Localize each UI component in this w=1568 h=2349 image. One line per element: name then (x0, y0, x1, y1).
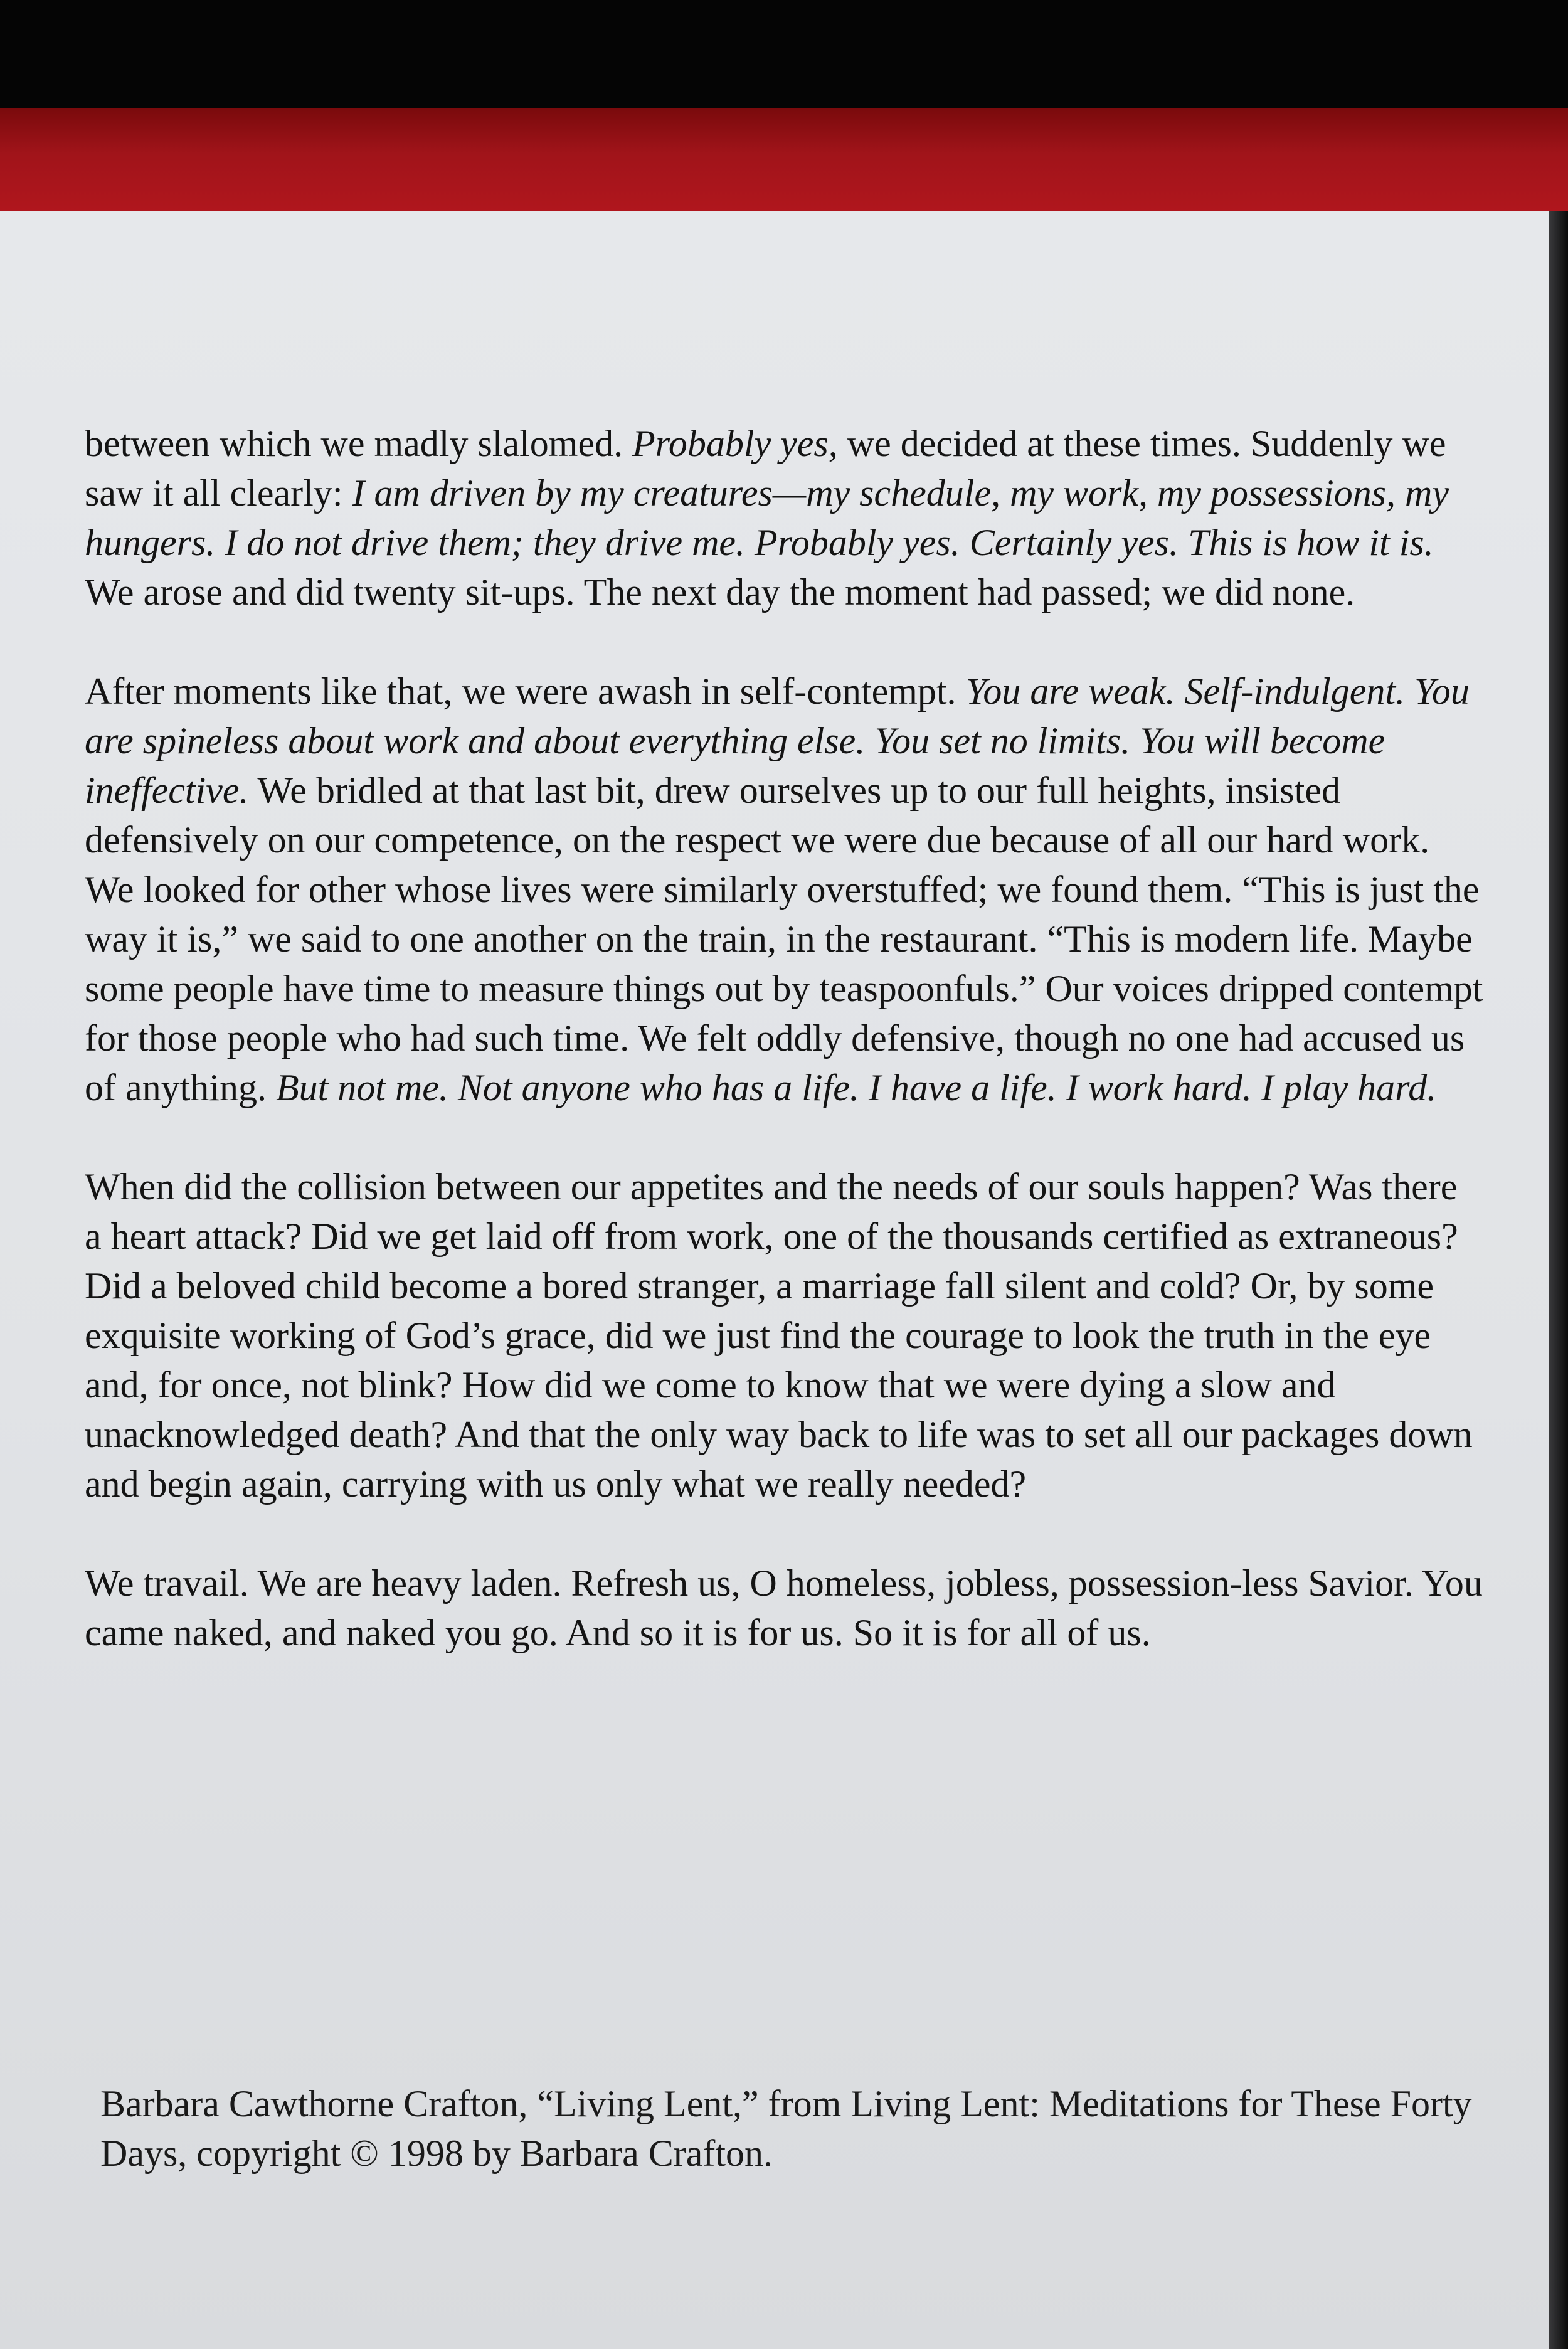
meditation-text (85, 419, 1483, 1707)
paragraph-3 (85, 1162, 1483, 1509)
text-segment: We travail. We are heavy laden. Refresh us, O homeless, jobless, possession-less Savior. You came naked, and naked you go. And so it is for us. So it is for all of us. (85, 1562, 1483, 1653)
italic-text-segment: I am driven by my creatures—my schedule, my work, my possessions, my hungers. I do not drive them; they drive me. Probably yes. Certainly yes. This is how it is. (85, 472, 1449, 563)
source-citation: Barbara Cawthorne Crafton, “Living Lent,” from Living Lent: Meditations for These Forty Days, copyright © 1998 by Barbara Crafton. (100, 2083, 1472, 2174)
text-segment: After moments like that, we were awash in self-contempt. (85, 671, 966, 712)
italic-text-segment: You are weak. Self-indulgent. You are spineless about work and about everything else. You set no limits. You will become ineffective. (85, 671, 1470, 811)
text-segment: When did the collision between our appetites and the needs of our souls happen? Was there a heart attack? Did we get laid off from work, one of the thousands certified as extraneous? Did a beloved child become a bored stranger, a marriage fall silent and cold? Or, by some exquisite working of God’s grace, did we just find the courage to look the truth in the eye and, for once, not blink? How did we come to know that we were dying a slow and unacknowledged death? And that the only way back to life was to set all our packages down and begin again, carrying with us only what we really needed? (85, 1166, 1473, 1505)
text-segment: We bridled at that last bit, drew ourselves up to our full heights, insisted defensively on our competence, on the respect we were due because of all our hard work. We looked for other whose lives were similarly overstuffed; we found them. “This is just the way it is,” we said to one another on the train, in the restaurant. “This is modern life. Maybe some people have time to measure things out by teaspoonfuls.” Our voices dripped contempt for those people who had such time. We felt oddly defensive, though no one had accused us of anything. (85, 770, 1483, 1108)
paragraph-1 (85, 419, 1483, 617)
text-segment: between which we madly slalomed. (85, 423, 633, 464)
paragraph-2 (85, 667, 1483, 1113)
text-segment: We arose and did twenty sit-ups. The next day the moment had passed; we did none. (85, 571, 1355, 613)
italic-text-segment: But not me. Not anyone who has a life. I have a life. I work hard. I play hard. (275, 1067, 1437, 1108)
photo-right-shadow (1549, 211, 1568, 2349)
photo-dark-border (0, 0, 1568, 108)
text-segment: we decided at these times. Suddenly we saw it all clearly: (85, 423, 1446, 514)
italic-text-segment: Probably yes, (632, 423, 838, 464)
book-cover-red-band (0, 108, 1568, 211)
paragraph-4 (85, 1559, 1483, 1658)
